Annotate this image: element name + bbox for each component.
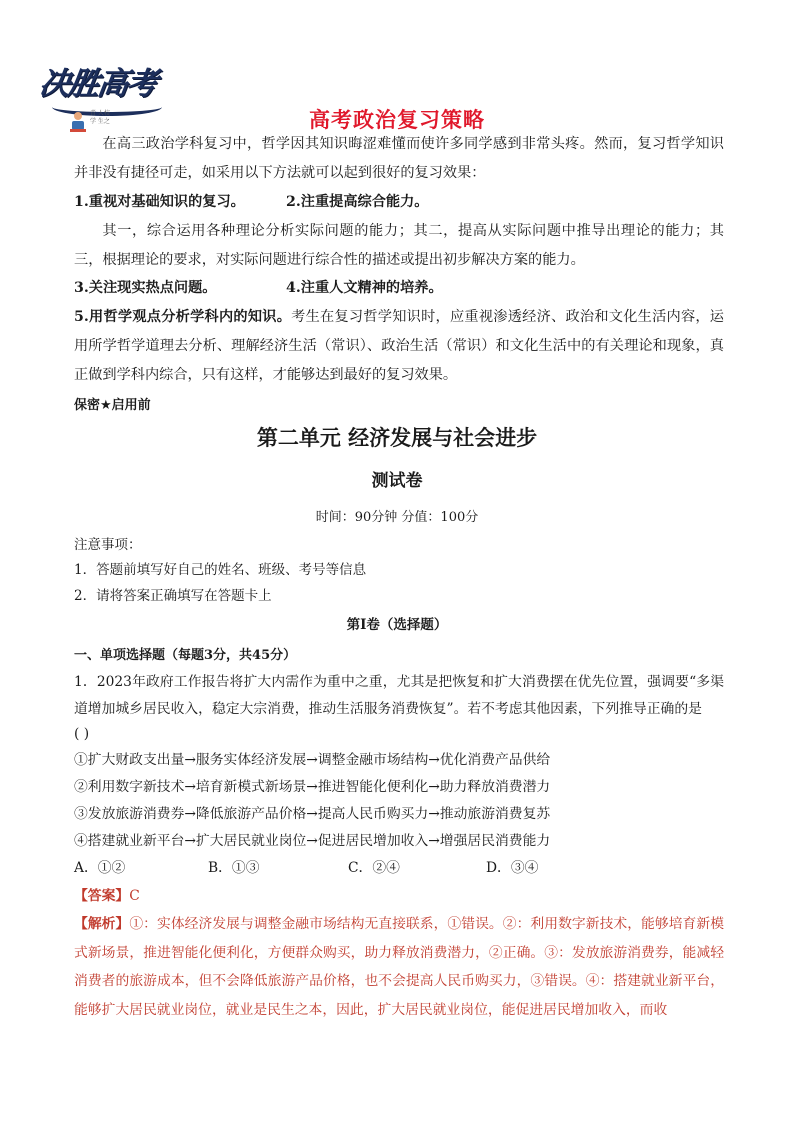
strategy-item-1: 1.重视对基础知识的复习。 — [74, 194, 245, 210]
notice-title: 注意事项： — [74, 537, 142, 553]
analysis-label: 【解析】 — [74, 916, 130, 932]
analysis-paragraph — [74, 910, 724, 1024]
answer-value: C — [129, 888, 140, 904]
strategy-row-2 — [74, 274, 724, 303]
confidential-label: 保密★启用前 — [74, 398, 151, 413]
strategy-detail: 其一，综合运用各种理论分析实际问题的能力；其二，提高从实际问题中推导出理论的能力；其三，根据理论的要求，对实际问题进行综合性的描述或提出初步解决方案的能力。 — [74, 223, 724, 268]
strategy-item-5-heading: 5.用哲学观点分析学科内的知识。 — [74, 309, 292, 325]
strategy-item-3: 3.关注现实热点问题。 — [74, 280, 217, 296]
choice-d: D．③④ — [486, 860, 539, 876]
answer-line — [74, 884, 140, 904]
page-title: 高考政治复习策略 — [309, 108, 485, 132]
notice-item-1: 1．答题前填写好自己的姓名、班级、考号等信息 — [74, 562, 367, 578]
strategy-item-5-text: 考生在复习哲学知识时，应重视渗透经济、政治和文化生活内容，运用所学哲学道理去分析、理解经济生活（常识）、政治生活（常识）和文化生活中的有关理论和现象，真正做到学科内综合，只有这样，才能够达到最好的复习效果。 — [74, 309, 724, 383]
option-statement-1: ①扩大财政支出量→服务实体经济发展→调整金融市场结构→优化消费产品供给 — [74, 752, 551, 768]
choice-c: C．②④ — [348, 860, 400, 876]
strategy-item-2: 2.注重提高综合能力。 — [286, 194, 429, 210]
unit-title: 第二单元 经济发展与社会进步 — [256, 425, 538, 450]
strategy-item-5 — [74, 303, 724, 390]
strategy-item-4: 4.注重人文精神的培养。 — [286, 280, 443, 296]
choice-b: B．①③ — [208, 860, 260, 876]
option-statement-4: ④搭建就业新平台→扩大居民就业岗位→促进居民增加收入→增强居民消费能力 — [74, 833, 551, 849]
choice-a: A．①② — [74, 860, 126, 876]
section-title: 一、单项选择题（每题3分，共45分） — [74, 648, 297, 663]
question-bracket: ( ) — [74, 726, 90, 742]
time-score-line: 时间：90分钟 分值：100分 — [315, 510, 479, 525]
option-statement-3: ③发放旅游消费券→降低旅游产品价格→提高人民币购买力→推动旅游消费复苏 — [74, 806, 551, 822]
analysis-text: ①：实体经济发展与调整金融市场结构无直接联系，①错误。②：利用数字新技术，能够培育新模式新场景，推进智能化便利化，方便群众购买，助力释放消费潜力，②正确。③：发放旅游消费券，能减轻消费者的旅游成本，但不会降低旅游产品价格，也不会提高人民币购买力，③错误。④：搭建就业新平台，能够扩大居民就业岗位，就业是民生之本，因此，扩大居民就业岗位，能促进居民增加收入，而收 — [74, 916, 725, 1018]
intro-paragraph: 在高三政治学科复习中，哲学因其知识晦涩难懂而使许多同学感到非常头疼。然而，复习哲学知识并非没有捷径可走，如采用以下方法就可以起到很好的复习效果： — [74, 136, 724, 181]
option-statement-2: ②利用数字新技术→培育新模式新场景→推进智能化便利化→助力释放消费潜力 — [74, 779, 551, 795]
answer-label: 【答案】 — [74, 888, 130, 904]
test-subtitle: 测试卷 — [371, 471, 423, 491]
part-title: 第Ⅰ卷（选择题） — [346, 617, 448, 633]
strategy-row-1 — [74, 188, 724, 217]
question-stem: 1．2023年政府工作报告将扩大内需作为重中之重，尤其是把恢复和扩大消费摆在优先位置，强调要“多渠道增加城乡居民收入，稳定大宗消费，推动生活服务消费恢复”。若不考虑其他因素，下列推导正确的是 — [74, 674, 724, 717]
notice-item-2: 2．请将答案正确填写在答题卡上 — [74, 588, 272, 604]
logo-text: 决胜高考 — [36, 66, 158, 102]
logo-tagline: 青 人校 学 生之 — [90, 110, 110, 125]
